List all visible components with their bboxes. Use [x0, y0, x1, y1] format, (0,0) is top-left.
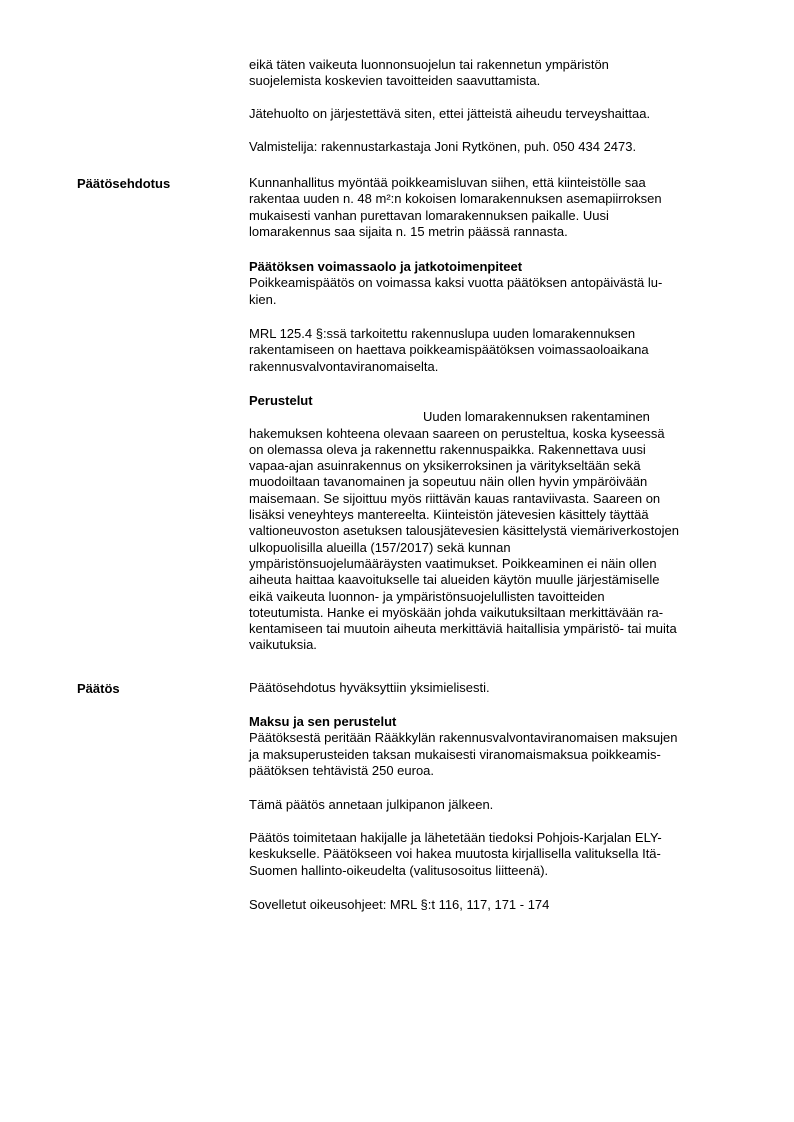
text-line: ulkopuolisilla alueilla (157/2017) sekä kunnan: [249, 539, 511, 555]
text-line: suojelemista koskevien tavoitteiden saavuttamista.: [249, 73, 541, 89]
text-line: aiheuta haittaa kaavoitukselle tai alueiden käytön muulle järjestämiselle: [249, 572, 660, 588]
legal-paragraph: [249, 897, 739, 913]
grounds-section: [249, 393, 739, 654]
proposal-paragraph: [249, 175, 739, 240]
text-line: vapaa-ajan asuinrakennus on yksikerroksinen ja väritykseltään sekä: [249, 458, 641, 474]
text-line: Päätösehdotus hyväksyttiin yksimielisesti.: [249, 680, 490, 695]
text-line: eikä täten vaikeuta luonnonsuojelun tai rakennetun ympäristön: [249, 57, 609, 72]
text-line: Päätös toimitetaan hakijalle ja lähetetään tiedoksi Pohjois-Karjalan ELY-: [249, 830, 662, 845]
text-line: valtioneuvoston asetuksen talousjätevesien käsittelystä viemäriverkostojen: [249, 523, 679, 539]
section-heading: Perustelut: [249, 393, 313, 408]
text-line: hakemuksen kohteena olevaan saareen on perusteltua, koska kyseessä: [249, 425, 665, 441]
text-line: on olemassa oleva ja rakennettu rakennuspaikka. Rakennettava uusi: [249, 441, 646, 457]
text-line: kentamiseen tai muutoin aiheuta merkittäviä haitallisia ympäristö- tai muita: [249, 621, 677, 637]
delivery-paragraph: [249, 830, 739, 879]
text-line: Valmistelija: rakennustarkastaja Joni Rytkönen, puh. 050 434 2473.: [249, 139, 637, 154]
text-line: MRL 125.4 §:ssä tarkoitettu rakennuslupa uuden lomarakennuksen: [249, 326, 636, 341]
text-line: toteutumista. Hanke ei myöskään johda vaikutuksiltaan merkittävään ra-: [249, 604, 664, 620]
text-line: ja maksuperusteiden taksan mukaisesti viranomaismaksua poikkeamis-: [249, 746, 661, 762]
text-line: lisäksi veneyhteys mantereelta. Kiinteistön jätevesien käsittely täyttää: [249, 507, 649, 523]
text-line: Suomen hallinto-oikeudelta (valitusosoitus liitteenä).: [249, 862, 549, 878]
text-line: Kunnanhallitus myöntää poikkeamisluvan siihen, että kiinteistölle saa: [249, 175, 646, 190]
text-line: Jätehuolto on järjestettävä siten, ettei jätteistä aiheudu terveyshaittaa.: [249, 106, 651, 121]
section-heading: Päätöksen voimassaolo ja jatkotoimenpiteet: [249, 259, 523, 274]
proposal-label: Päätösehdotus: [77, 176, 171, 191]
text-line: Sovelletut oikeusohjeet: MRL §:t 116, 117, 171 - 174: [249, 897, 550, 912]
text-line: Poikkeamispäätös on voimassa kaksi vuotta päätöksen antopäivästä lu-: [249, 275, 663, 291]
text-line: keskukselle. Päätökseen voi hakea muutosta kirjallisella valituksella Itä-: [249, 846, 661, 862]
text-line: eikä vaikeuta luonnon- ja ympäristönsuojelullisten tavoitteiden: [249, 588, 605, 604]
permit-paragraph: [249, 326, 739, 375]
text-line: ympäristönsuojelumääräysten vaatimukset. Poikkeaminen ei näin ollen: [249, 555, 657, 571]
preparer-paragraph: [249, 139, 739, 155]
text-line: kien.: [249, 291, 277, 307]
text-line: muodoiltaan tavanomainen ja sopeutuu näin ollen hyvin ympäröivään: [249, 474, 648, 490]
validity-section: [249, 259, 739, 308]
waste-paragraph: [249, 106, 739, 122]
text-line: vaikutuksia.: [249, 637, 317, 653]
text-line: Uuden lomarakennuksen rakentaminen: [423, 409, 650, 425]
text-line: Tämä päätös annetaan julkipanon jälkeen.: [249, 797, 494, 812]
section-heading: Maksu ja sen perustelut: [249, 714, 397, 729]
text-line: päätöksen tehtävistä 250 euroa.: [249, 762, 435, 778]
text-line: Päätöksestä peritään Rääkkylän rakennusvalvontaviranomaisen maksujen: [249, 730, 678, 746]
text-line: rakentaa uuden n. 48 m²:n kokoisen lomarakennuksen asemapiirroksen: [249, 191, 662, 207]
publication-paragraph: [249, 797, 739, 813]
text-line: lomarakennus saa sijaita n. 15 metrin päässä rannasta.: [249, 223, 568, 239]
decision-paragraph: [249, 680, 739, 696]
text-line: mukaisesti vanhan purettavan lomarakennuksen paikalle. Uusi: [249, 207, 609, 223]
decision-label: Päätös: [77, 681, 120, 696]
text-line: maisemaan. Se sijoittuu myös riittävän kauas rantaviivasta. Saareen on: [249, 490, 661, 506]
text-line: rakentamiseen on haettava poikkeamispäätöksen voimassaoloaikana: [249, 342, 649, 358]
fee-section: [249, 714, 739, 779]
text-line: rakennusvalvontaviranomaiselta.: [249, 358, 439, 374]
intro-paragraph: [249, 57, 739, 90]
